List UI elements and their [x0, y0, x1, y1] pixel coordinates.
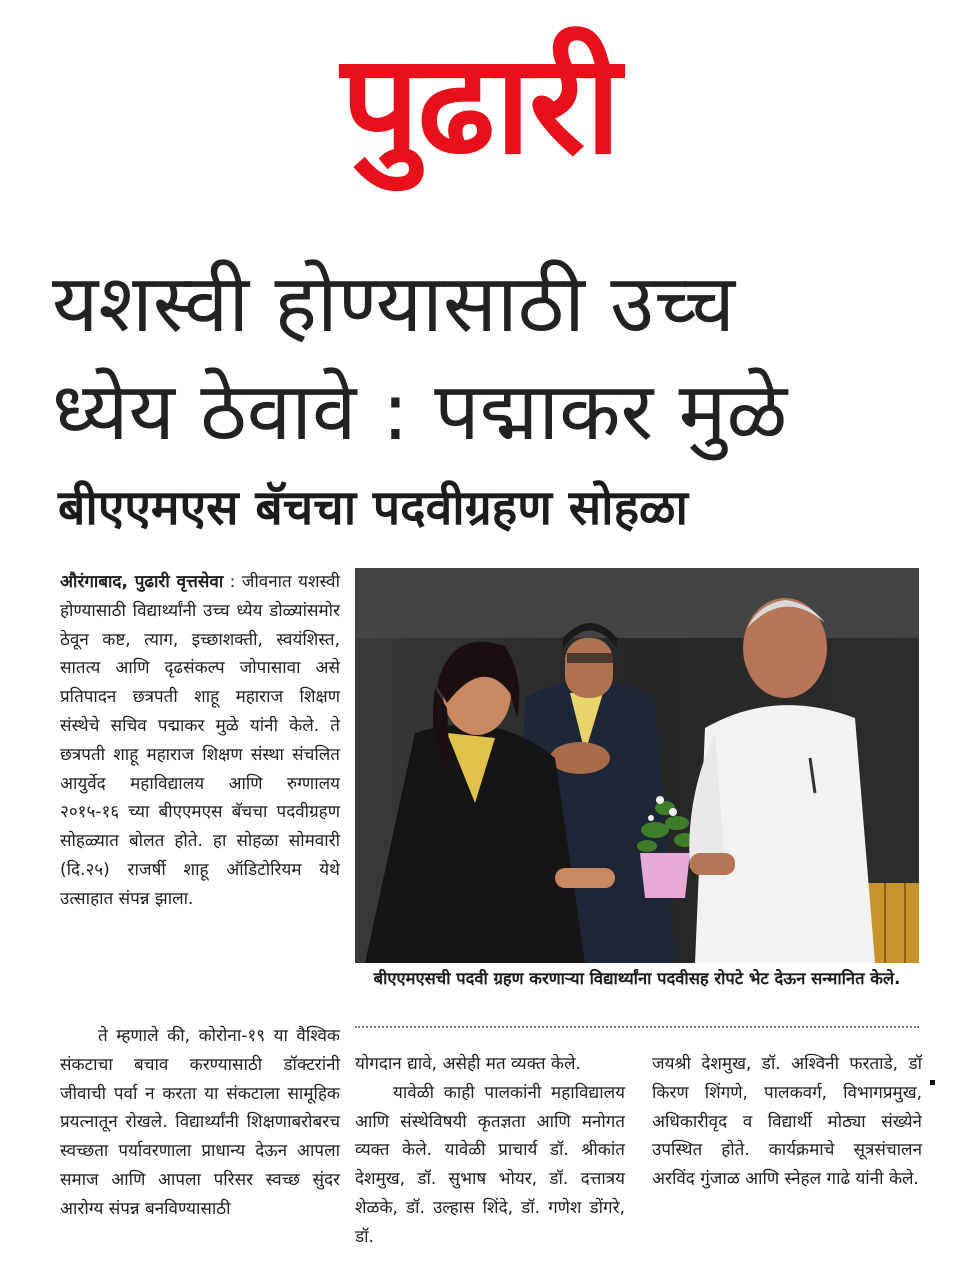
masthead-title: पुढारी — [340, 24, 619, 185]
newspaper-masthead — [292, 10, 668, 200]
caption-divider — [355, 1026, 919, 1028]
headline-line-2: ध्येय ठेवावे : पद्माकर मुळे — [52, 365, 788, 458]
event-photo — [355, 568, 919, 963]
article-headline — [52, 250, 952, 466]
article-subheadline: बीएएमएस बॅचचा पदवीग्रहण सोहळा — [58, 480, 688, 536]
article-dateline: औरंगाबाद, पुढारी वृत्तसेवा — [60, 572, 224, 592]
article-column-2 — [355, 1050, 625, 1252]
photo-illustration — [355, 568, 919, 963]
article-paragraph-2: ते म्हणाले की, कोरोना-१९ या वैश्विक संकटाचा बचाव करण्यासाठी डॉक्टरांनी जीवाची पर्वा न करता या संकटाला सामूहिक प्रयत्नातून रोखले. विद्यार्थ्यांनी शिक्षणाबरोबरच स्वच्छता पर्यावरणाला प्राधान्य देऊन आपला समाज आणि आपला परिसर स्वच्छ सुंदर आरोग्य संपन्न बनविण्यासाठी — [60, 1026, 340, 1219]
article-column-3 — [652, 1050, 922, 1194]
article-paragraph-3: योगदान द्यावे, असेही मत व्यक्त केले. — [355, 1054, 581, 1074]
photo-caption: बीएएमएसची पदवी ग्रहण करणाऱ्या विद्यार्थ्यांना पदवीसह रोपटे भेट देऊन सन्मानित केले. — [373, 969, 901, 988]
print-mark — [930, 1080, 935, 1085]
article-paragraph-5: जयश्री देशमुख, डॉ. अश्विनी फरताडे, डॉ किरण शिंगणे, पालकवर्ग, विभागप्रमुख, अधिकारीवृद व विद्यार्थी मोठ्या संख्येने उपस्थित होते. कार्यक्रमाचे सूत्रसंचालन अरविंद गुंजाळ आणि स्नेहल गाढे यांनी केले. — [652, 1054, 922, 1190]
article-column-1 — [60, 568, 340, 914]
article-paragraph-1: : जीवनात यशस्वी होण्यासाठी विद्यार्थ्यांनी उच्च ध्येय डोळ्यांसमोर ठेवून कष्ट, त्याग, इच्छाशक्ती, स्वयंशिस्त, सातत्य आणि दृढसंकल्प जोपासावा असे प्रतिपादन छत्रपती शाहू महाराज शिक्षण संस्थेचे सचिव पद्माकर मुळे यांनी केले. ते छत्रपती शाहू महाराज शिक्षण संस्था संचलित आयुर्वेद महाविद्यालय आणि रुग्णालय २०१५-१६ च्या बीएएमएस बॅचचा पदवीग्रहण सोहळ्यात बोलत होते. हा सोहळा सोमवारी (दि.२५) राजर्षी शाहू ऑडिटोरियम येथे उत्साहात संपन्न झाला. — [60, 572, 340, 909]
headline-line-1: यशस्वी होण्यासाठी उच्च — [52, 257, 736, 350]
article-column-1-continued — [60, 1022, 340, 1224]
article-paragraph-4: यावेळी काही पालकांनी महाविद्यालय आणि संस्थेविषयी कृतज्ञता आणि मनोगत व्यक्त केले. यावेळी प्राचार्य डॉ. श्रीकांत देशमुख, डॉ. सुभाष भोयर, डॉ. दत्तात्रय शेळके, डॉ. उल्हास शिंदे, डॉ. गणेश डोंगरे, डॉ. — [355, 1082, 625, 1247]
